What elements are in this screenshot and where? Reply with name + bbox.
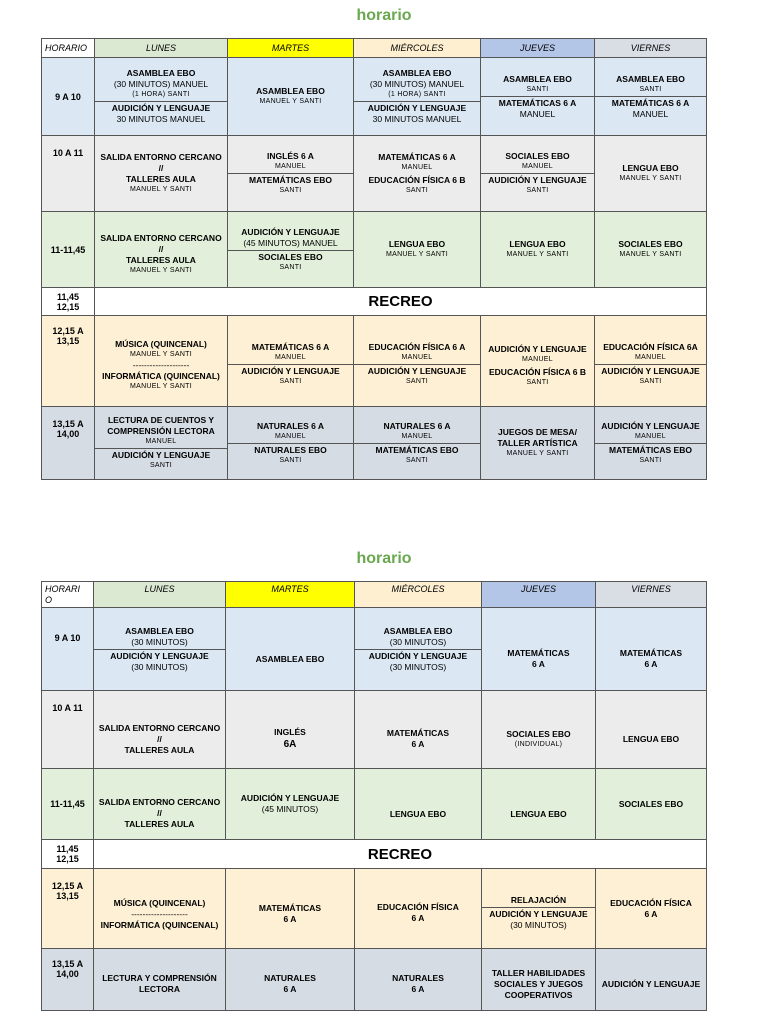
subject: AUDICIÓN Y LENGUAJE	[488, 343, 587, 354]
level: 6 A	[644, 908, 658, 919]
subject: INGLÉS	[274, 727, 306, 737]
recreo-banner: RECREO	[95, 288, 707, 316]
detail: (30 MINUTOS)	[131, 661, 188, 672]
time-start: 11,45	[56, 844, 79, 854]
subject-line2: SOCIALES Y JUEGOS	[494, 978, 583, 989]
cell-martes	[228, 212, 354, 288]
teacher: MANUEL	[275, 354, 306, 361]
teacher: MANUEL Y SANTI	[506, 251, 569, 258]
teacher: MANUEL	[519, 108, 556, 119]
teacher: MANUEL	[635, 432, 666, 440]
teacher: SANTI	[405, 456, 429, 464]
header-jueves: JUEVES	[481, 39, 595, 58]
cell-lunes	[94, 949, 226, 1011]
subject: EDUCACIÓN FÍSICA 6 A	[368, 342, 466, 352]
subject: EDUCACIÓN FÍSICA	[610, 897, 692, 908]
level: 6 A	[644, 658, 658, 669]
subject: EDUCACIÓN FÍSICA	[377, 902, 459, 912]
subject: AUDICIÓN Y LENGUAJE	[601, 420, 700, 431]
subject: AUDICIÓN Y LENGUAJE	[111, 103, 211, 113]
cell-viernes	[595, 407, 707, 480]
cell-viernes	[596, 608, 707, 691]
cell-martes	[226, 869, 355, 949]
subject: MATEMÁTICAS EBO	[609, 444, 692, 455]
subject: AUDICIÓN Y LENGUAJE	[240, 793, 340, 803]
teacher: MANUEL Y SANTI	[619, 251, 682, 258]
time-start: 12,15 A	[52, 326, 84, 336]
cell-viernes	[595, 136, 707, 212]
subject: LENGUA EBO	[622, 163, 679, 173]
cell-lunes	[94, 769, 226, 840]
teacher: (1 HORA) SANTI	[388, 91, 446, 98]
detail: 30 MINUTOS MANUEL	[116, 114, 206, 124]
subject: RELAJACIÓN	[510, 895, 567, 905]
cell-jueves	[482, 869, 596, 949]
subject: SOCIALES EBO	[618, 798, 684, 809]
cell-viernes	[595, 58, 707, 136]
subject: MATEMÁTICAS	[386, 728, 450, 738]
subject: MATEMÁTICAS	[258, 903, 322, 913]
subject: MATEMÁTICAS 6 A	[251, 342, 330, 352]
teacher: SANTI	[279, 456, 302, 464]
time-start: 11,45	[56, 291, 80, 302]
cell-miercoles	[355, 769, 482, 840]
subject: EDUCACIÓN FÍSICA 6 B	[368, 174, 466, 185]
cell-lunes	[94, 869, 226, 949]
subject: MATEMÁTICAS EBO	[249, 175, 332, 185]
subject-line2: TALLER ARTÍSTICA	[497, 438, 578, 448]
teacher: MANUEL Y SANTI	[129, 266, 193, 274]
time-cell	[42, 949, 94, 1011]
level: 6 A	[283, 914, 297, 924]
level: 6 A	[411, 739, 425, 749]
subject: ASAMBLEA EBO	[126, 68, 196, 78]
subject: SOCIALES EBO	[505, 151, 570, 161]
subject: TALLER HABILIDADES	[491, 967, 586, 978]
subject: AUDICIÓN Y LENGUAJE	[110, 650, 209, 661]
level: 6A	[283, 739, 297, 750]
detail: (30 MINUTOS)	[131, 636, 188, 647]
subject: LENGUA EBO	[510, 809, 567, 819]
teacher: (1 HORA) SANTI	[132, 91, 190, 98]
teacher: MANUEL	[635, 354, 666, 361]
cell-martes	[226, 691, 355, 769]
cell-viernes	[595, 212, 707, 288]
teacher: SANTI	[405, 378, 429, 385]
subject: AUDICIÓN Y LENGUAJE	[241, 366, 340, 376]
time-start: 13,15 A	[51, 959, 84, 969]
time-cell	[42, 869, 94, 949]
cell-viernes	[596, 691, 707, 769]
cell-miercoles	[354, 136, 481, 212]
subject: AUDICIÓN Y LENGUAJE	[488, 175, 587, 185]
detail: 30 MINUTOS MANUEL	[372, 114, 462, 124]
time-end: 12,15	[56, 854, 79, 864]
header-horario-line1: HORARI	[45, 583, 81, 594]
subject: LECTURA Y COMPRENSIÓN	[102, 973, 217, 983]
time-cell	[42, 316, 95, 407]
header-miercoles: MIÉRCOLES	[355, 582, 482, 608]
cell-jueves	[481, 316, 595, 407]
schedule-title: horario	[356, 550, 412, 567]
time-cell	[42, 407, 95, 480]
cell-miercoles	[355, 608, 482, 691]
subject: AUDICIÓN Y LENGUAJE	[601, 978, 701, 989]
cell-miercoles	[354, 316, 481, 407]
cell-martes	[228, 316, 354, 407]
recreo-banner: RECREO	[94, 840, 707, 869]
cell-lunes	[95, 212, 228, 288]
cell-jueves	[481, 407, 595, 480]
subject-line2: TALLERES AULA	[126, 254, 196, 265]
subject: ASAMBLEA EBO	[383, 625, 453, 636]
subject: MATEMÁTICAS 6 A	[611, 97, 690, 108]
subject: NATURALES EBO	[254, 444, 327, 455]
subject-line2: TALLERES AULA	[126, 174, 196, 184]
teacher: SANTI	[149, 462, 173, 469]
subject: SALIDA ENTORNO CERCANO //	[98, 722, 221, 744]
header-horario: HORARIO	[42, 39, 95, 58]
subject: LECTURA DE CUENTOS Y	[107, 415, 215, 425]
cell-viernes	[595, 316, 707, 407]
teacher: SANTI	[279, 378, 302, 385]
cell-jueves	[482, 608, 596, 691]
subject: ASAMBLEA EBO	[503, 73, 572, 84]
teacher: MANUEL Y SANTI	[129, 383, 193, 390]
cell-miercoles	[355, 869, 482, 949]
teacher: MANUEL Y SANTI	[506, 450, 569, 457]
level: 6 A	[411, 984, 425, 994]
subject: AUDICIÓN Y LENGUAJE	[241, 226, 340, 237]
teacher: MANUEL Y SANTI	[129, 186, 193, 193]
subject-line2: TALLERES AULA	[124, 819, 195, 829]
header-lunes: LUNES	[95, 39, 228, 58]
time-cell: 9 A 10	[42, 608, 94, 691]
separator: --------------------	[131, 908, 188, 919]
teacher: MANUEL Y SANTI	[259, 98, 322, 105]
cell-miercoles	[354, 58, 481, 136]
header-viernes: VIERNES	[595, 39, 707, 58]
subject: MATEMÁTICAS	[507, 647, 570, 658]
subject: INFORMÁTICA (QUINCENAL)	[102, 371, 220, 381]
subject: LENGUA EBO	[622, 733, 680, 744]
level: 6 A	[532, 658, 545, 669]
subject-line2: COMPRENSIÓN LECTORA	[107, 426, 215, 436]
detail: (30 MINUTOS) MANUEL	[113, 79, 209, 89]
subject: NATURALES	[392, 973, 444, 983]
separator: --------------------	[132, 360, 190, 370]
cell-viernes	[596, 949, 707, 1011]
time-start: 13,15 A	[52, 419, 84, 429]
time-cell: 10 A 11	[42, 691, 94, 769]
teacher: MANUEL	[145, 438, 177, 445]
schedule-table-2	[41, 581, 707, 1011]
level: 6 A	[411, 913, 425, 923]
cell-lunes	[94, 691, 226, 769]
subject: JUEGOS DE MESA/	[498, 427, 577, 437]
time-end: 13,15	[56, 891, 79, 901]
teacher: MANUEL	[275, 432, 306, 440]
subject: AUDICIÓN Y LENGUAJE	[601, 366, 700, 376]
time-end: 14,00	[56, 969, 79, 979]
cell-jueves	[482, 949, 596, 1011]
subject: SOCIALES EBO	[506, 728, 571, 739]
teacher: SANTI	[279, 187, 302, 194]
detail: (30 MINUTOS) MANUEL	[369, 79, 465, 89]
schedule-table-1	[41, 38, 707, 480]
cell-lunes	[95, 316, 228, 407]
subject: LENGUA EBO	[509, 239, 566, 249]
teacher: SANTI	[526, 378, 549, 386]
teacher: MANUEL Y SANTI	[129, 351, 193, 358]
subject: SOCIALES EBO	[258, 251, 323, 262]
cell-miercoles	[355, 949, 482, 1011]
subject: EDUCACIÓN FÍSICA 6A	[603, 342, 698, 352]
time-cell	[42, 840, 94, 869]
subject-line3: COOPERATIVOS	[504, 989, 573, 1000]
subject: NATURALES 6 A	[383, 420, 451, 431]
time-cell: 10 A 11	[42, 136, 95, 212]
teacher: MANUEL	[401, 354, 433, 361]
cell-miercoles	[354, 212, 481, 288]
subject: ASAMBLEA EBO	[256, 86, 325, 96]
teacher: MANUEL	[401, 163, 433, 171]
teacher: SANTI	[639, 85, 662, 93]
header-martes: MARTES	[228, 39, 354, 58]
teacher: MANUEL Y SANTI	[385, 251, 449, 258]
subject: MATEMÁTICAS EBO	[375, 444, 459, 455]
subject: SOCIALES EBO	[618, 239, 683, 249]
subject: ASAMBLEA EBO	[255, 654, 325, 664]
teacher: SANTI	[639, 378, 662, 385]
header-horario	[42, 582, 94, 608]
schedule-title: horario	[356, 7, 412, 24]
time-cell: 11-11,45	[42, 769, 94, 840]
subject: AUDICIÓN Y LENGUAJE	[489, 909, 588, 919]
teacher: MANUEL	[632, 108, 669, 119]
subject: NATURALES	[264, 973, 316, 983]
header-martes: MARTES	[226, 582, 355, 608]
time-cell	[42, 288, 95, 316]
cell-miercoles	[354, 407, 481, 480]
detail: (45 MINUTOS) MANUEL	[243, 237, 338, 248]
subject: MATEMÁTICAS 6 A	[498, 97, 577, 108]
subject: ASAMBLEA EBO	[616, 73, 685, 84]
subject: NATURALES 6 A	[256, 420, 325, 431]
teacher: MANUEL Y SANTI	[619, 175, 682, 182]
teacher: MANUEL	[522, 163, 553, 170]
teacher: SANTI	[526, 187, 549, 194]
cell-martes	[228, 407, 354, 480]
detail: (45 MINUTOS)	[261, 804, 319, 814]
cell-martes	[226, 608, 355, 691]
cell-lunes	[95, 407, 228, 480]
detail: (INDIVIDUAL)	[514, 740, 563, 748]
cell-jueves	[481, 136, 595, 212]
time-end: 12,15	[56, 301, 80, 312]
teacher: MANUEL	[275, 163, 306, 170]
subject: SALIDA ENTORNO CERCANO //	[100, 152, 222, 173]
cell-viernes	[596, 869, 707, 949]
subject: LENGUA EBO	[389, 809, 447, 819]
subject: INFORMÁTICA (QUINCENAL)	[100, 919, 219, 930]
detail: (30 MINUTOS)	[510, 920, 567, 930]
subject: MÚSICA (QUINCENAL)	[113, 897, 206, 908]
teacher: SANTI	[405, 186, 429, 194]
teacher: MANUEL	[522, 355, 553, 363]
header-horario-line2: O	[45, 594, 53, 605]
subject: MÚSICA (QUINCENAL)	[115, 339, 207, 349]
subject: MATEMÁTICAS 6 A	[378, 151, 456, 162]
detail: (30 MINUTOS)	[389, 661, 447, 672]
teacher: SANTI	[639, 456, 662, 464]
header-miercoles: MIÉRCOLES	[354, 39, 481, 58]
subject: SALIDA ENTORNO CERCANO //	[100, 232, 222, 254]
cell-lunes	[95, 136, 228, 212]
cell-lunes	[94, 608, 226, 691]
time-end: 14,00	[56, 429, 80, 439]
teacher: SANTI	[279, 263, 302, 271]
subject: MATEMÁTICAS	[619, 647, 683, 658]
subject: EDUCACIÓN FÍSICA 6 B	[489, 366, 586, 377]
subject: AUDICIÓN Y LENGUAJE	[368, 650, 468, 661]
header-viernes: VIERNES	[596, 582, 707, 608]
teacher: MANUEL	[401, 432, 433, 440]
time-start: 12,15 A	[51, 881, 84, 891]
subject: ASAMBLEA EBO	[382, 68, 452, 78]
time-cell: 11-11,45	[42, 212, 95, 288]
cell-jueves	[481, 212, 595, 288]
cell-miercoles	[355, 691, 482, 769]
cell-viernes	[596, 769, 707, 840]
header-lunes: LUNES	[94, 582, 226, 608]
cell-jueves	[481, 58, 595, 136]
cell-jueves	[482, 691, 596, 769]
subject: ASAMBLEA EBO	[125, 625, 194, 636]
subject: LENGUA EBO	[388, 239, 446, 249]
subject-line2: LECTORA	[139, 984, 180, 994]
teacher: SANTI	[526, 85, 549, 93]
cell-martes	[228, 58, 354, 136]
cell-lunes	[95, 58, 228, 136]
header-jueves: JUEVES	[482, 582, 596, 608]
level: 6 A	[283, 984, 297, 994]
cell-martes	[226, 769, 355, 840]
subject: INGLÉS 6 A	[267, 151, 314, 161]
subject: AUDICIÓN Y LENGUAJE	[111, 450, 211, 460]
subject: SALIDA ENTORNO CERCANO //	[98, 797, 221, 818]
cell-martes	[228, 136, 354, 212]
time-end: 13,15	[56, 336, 80, 346]
cell-martes	[226, 949, 355, 1011]
detail: (30 MINUTOS)	[389, 636, 447, 647]
subject-line2: TALLERES AULA	[124, 744, 195, 755]
subject: AUDICIÓN Y LENGUAJE	[367, 103, 467, 113]
time-cell: 9 A 10	[42, 58, 95, 136]
cell-jueves	[482, 769, 596, 840]
subject: AUDICIÓN Y LENGUAJE	[367, 366, 467, 376]
